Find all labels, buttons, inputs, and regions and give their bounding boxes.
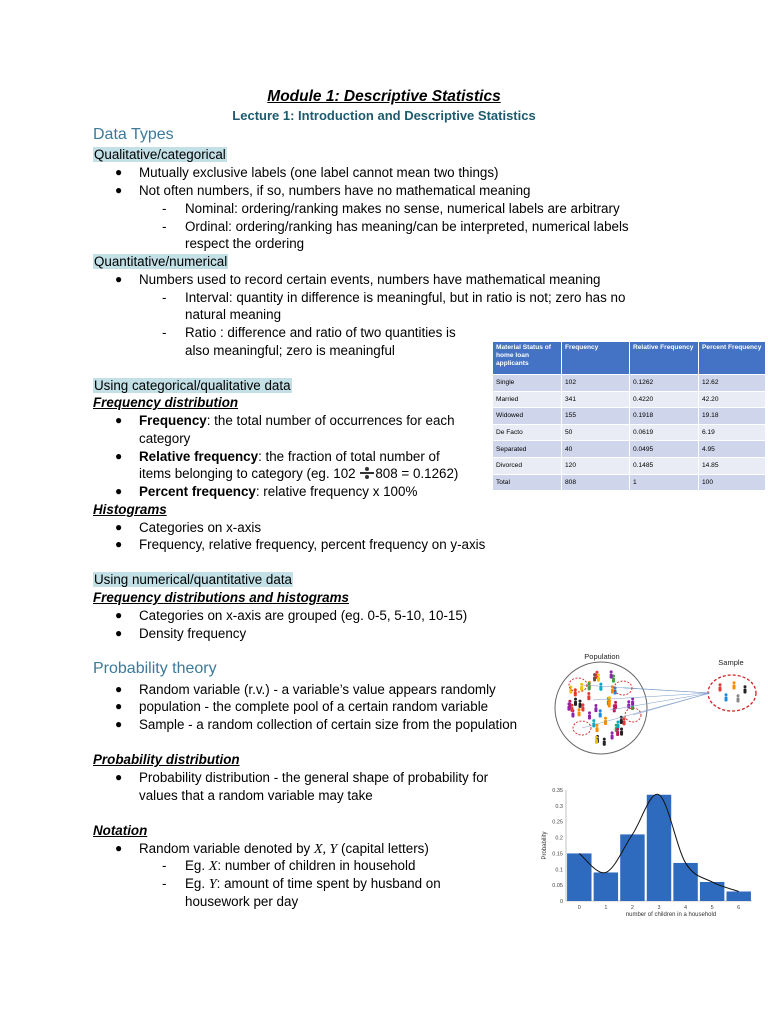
list-item: Sample - a random collection of certain size from the population <box>139 717 518 732</box>
table-cell: 0.1918 <box>630 408 699 425</box>
person-icon <box>574 698 577 706</box>
subheading-frequency-distributions-histograms: Frequency distributions and histograms <box>93 590 349 605</box>
list-item-continued: values that a random variable may take <box>139 788 373 803</box>
bar <box>620 834 644 901</box>
bullet-icon: ● <box>115 449 123 463</box>
person-icon <box>623 717 626 725</box>
table-header-cell: Percent Frequency <box>699 342 766 375</box>
person-icon <box>603 738 606 746</box>
person-icon <box>616 721 619 729</box>
categorical-label: Using categorical/qualitative data <box>94 378 291 393</box>
table-cell: 42.20 <box>699 391 766 408</box>
bar <box>567 853 591 901</box>
person-icon <box>567 702 570 710</box>
person-icon <box>744 685 747 693</box>
table-cell: Married <box>493 391 562 408</box>
list-item: Random variable (r.v.) - a variable’s value appears randomly <box>139 682 496 697</box>
list-item: Not often numbers, if so, numbers have no mathematical meaning <box>139 183 531 198</box>
y-axis-label: Probability <box>542 831 548 860</box>
bullet-icon: ● <box>115 520 123 534</box>
person-icon <box>737 694 740 702</box>
person-icon <box>579 700 582 708</box>
sample-circle <box>708 675 756 711</box>
table-cell: 120 <box>562 457 630 474</box>
y-tick-label: 0.15 <box>552 851 563 858</box>
x-tick-label: 3 <box>657 905 661 911</box>
bar <box>700 882 724 901</box>
bullet-icon: ● <box>115 413 123 427</box>
person-icon <box>599 709 602 717</box>
section-heading-data-types: Data Types <box>93 126 174 143</box>
list-item: Percent frequency: relative frequency x 100% <box>139 484 418 499</box>
list-item: Categories on x-axis <box>139 520 262 535</box>
division-icon <box>360 467 374 479</box>
population-label: Population <box>584 652 620 661</box>
x-tick-label: 0 <box>577 905 581 911</box>
person-icon <box>581 703 584 711</box>
y-tick-label: 0.3 <box>555 803 563 810</box>
list-item-continued: category <box>139 431 191 446</box>
list-item: Ordinal: ordering/ranking has meaning/can be interpreted, numerical labels <box>185 219 629 234</box>
list-item: population - the complete pool of a certain random variable <box>139 699 489 714</box>
section-heading-probability-theory: Probability theory <box>93 660 217 677</box>
y-tick-label: 0.1 <box>555 867 563 874</box>
table-cell: 102 <box>562 375 630 392</box>
y-tick-label: 0.25 <box>552 819 563 826</box>
person-icon <box>725 693 728 701</box>
bullet-icon: ● <box>115 272 123 286</box>
person-icon <box>570 704 573 712</box>
bar <box>726 891 750 901</box>
person-icon <box>578 708 581 716</box>
page-subtitle: Lecture 1: Introduction and Descriptive Statistics <box>232 108 536 123</box>
bullet-icon: ● <box>115 165 123 179</box>
person-icon <box>719 683 722 691</box>
dash-icon: - <box>162 219 167 234</box>
list-item-continued: respect the ordering <box>185 236 305 251</box>
person-icon <box>631 697 634 705</box>
person-icon <box>597 674 600 682</box>
table-cell: 0.1485 <box>630 457 699 474</box>
table-cell: 341 <box>562 391 630 408</box>
dash-icon: - <box>162 325 167 340</box>
bullet-icon: ● <box>115 484 123 498</box>
numerical-label: Using numerical/quantitative data <box>94 572 292 587</box>
table-cell: 1 <box>630 474 699 490</box>
table-cell: 808 <box>562 474 630 490</box>
list-item: Relative frequency: the fraction of total number of <box>139 449 440 464</box>
person-icon <box>596 724 599 732</box>
dash-icon: - <box>162 858 167 873</box>
person-icon <box>580 683 583 691</box>
bullet-icon: ● <box>115 717 123 731</box>
table-row <box>493 408 766 425</box>
bullet-icon: ● <box>115 682 123 696</box>
person-icon <box>616 728 619 736</box>
x-axis-label: number of children in a household <box>625 912 717 918</box>
y-tick-label: 0.35 <box>552 788 563 794</box>
quantitative-label: Quantitative/numerical <box>94 254 228 269</box>
list-item: Eg. X: number of children in household <box>185 858 416 874</box>
y-tick-label: 0.05 <box>552 883 563 890</box>
table-cell: 100 <box>699 474 766 490</box>
list-item-continued: items belonging to category (eg. 102 808 = 0.1262) <box>139 466 459 481</box>
person-icon <box>594 704 597 712</box>
table-header-row <box>493 342 766 375</box>
subheading-histograms: Histograms <box>93 502 167 517</box>
bullet-icon: ● <box>115 841 123 855</box>
table-cell: 4.95 <box>699 441 766 458</box>
dash-icon: - <box>162 201 167 216</box>
table-cell: 50 <box>562 424 630 441</box>
table-cell: 0.4220 <box>630 391 699 408</box>
chart-bars <box>567 795 751 901</box>
table-header-cell: Frequency <box>562 342 630 375</box>
person-icon <box>611 731 614 739</box>
x-tick-label: 2 <box>630 905 634 911</box>
dash-icon: - <box>162 876 167 891</box>
table-cell: 12.62 <box>699 375 766 392</box>
table-row <box>493 441 766 458</box>
table-cell: Widowed <box>493 408 562 425</box>
y-tick-label: 0 <box>559 899 563 905</box>
person-icon <box>599 683 602 691</box>
table-row <box>493 457 766 474</box>
table-cell: Separated <box>493 441 562 458</box>
person-icon <box>614 701 617 709</box>
table-cell: 0.1262 <box>630 375 699 392</box>
person-icon <box>587 692 590 700</box>
list-item: Probability distribution - the general shape of probability for <box>139 770 489 785</box>
person-icon <box>592 719 595 727</box>
x-tick-label: 4 <box>684 905 688 911</box>
person-icon <box>733 681 736 689</box>
list-item: Nominal: ordering/ranking makes no sense, numerical labels are arbitrary <box>185 201 620 216</box>
table-row <box>493 391 766 408</box>
table-cell: 40 <box>562 441 630 458</box>
table-row <box>493 474 766 490</box>
person-icon <box>604 717 607 725</box>
list-item: Interval: quantity in difference is meaningful, but in ratio is not; zero has no <box>185 290 626 305</box>
table-cell: 155 <box>562 408 630 425</box>
y-tick-label: 0.2 <box>555 835 563 842</box>
table-cell: 14.85 <box>699 457 766 474</box>
bullet-icon: ● <box>115 770 123 784</box>
frequency-table <box>493 342 766 490</box>
table-cell: 6.19 <box>699 424 766 441</box>
table-row <box>493 424 766 441</box>
person-icon <box>593 673 596 681</box>
person-icon <box>610 670 613 678</box>
list-item-continued: natural meaning <box>185 307 282 322</box>
bar <box>594 872 618 901</box>
list-item: Numbers used to record certain events, numbers have mathematical meaning <box>139 272 601 287</box>
dash-icon: - <box>162 290 167 305</box>
page-title: Module 1: Descriptive Statistics <box>267 88 501 105</box>
list-item: Random variable denoted by X, Y (capital letters) <box>139 841 429 857</box>
person-icon <box>608 699 611 707</box>
table-row <box>493 375 766 392</box>
table-cell: De Facto <box>493 424 562 441</box>
person-icon <box>620 727 623 735</box>
x-tick-label: 6 <box>737 905 741 911</box>
qualitative-label: Qualitative/categorical <box>94 147 226 162</box>
subheading-probability-distribution: Probability distribution <box>93 752 240 767</box>
table-cell: Total <box>493 474 562 490</box>
list-item-continued: also meaningful; zero is meaningful <box>185 343 395 358</box>
bullet-icon: ● <box>115 537 123 551</box>
bullet-icon: ● <box>115 699 123 713</box>
subheading-frequency-distribution: Frequency distribution <box>93 395 239 410</box>
x-tick-label: 5 <box>710 905 714 911</box>
list-item: Mutually exclusive labels (one label cannot mean two things) <box>139 165 499 180</box>
table-header-cell: Material Status of home loan applicants <box>493 342 562 375</box>
sample-label: Sample <box>718 658 744 667</box>
list-item: Frequency: the total number of occurrences for each <box>139 413 455 428</box>
list-item: Eg. Y: amount of time spent by husband on <box>185 876 441 892</box>
table-cell: 0.0619 <box>630 424 699 441</box>
person-icon <box>588 711 591 719</box>
list-item: Frequency, relative frequency, percent frequency on y-axis <box>139 537 486 552</box>
bullet-icon: ● <box>115 626 123 640</box>
subheading-notation: Notation <box>93 823 148 838</box>
table-cell: 19.18 <box>699 408 766 425</box>
table-cell: Single <box>493 375 562 392</box>
table-cell: 0.0495 <box>630 441 699 458</box>
bullet-icon: ● <box>115 608 123 622</box>
person-icon <box>611 685 614 693</box>
table-cell: Divorced <box>493 457 562 474</box>
person-icon <box>588 682 591 690</box>
list-item: Density frequency <box>139 626 247 641</box>
bullet-icon: ● <box>115 183 123 197</box>
x-tick-label: 1 <box>604 905 608 911</box>
list-item-continued: housework per day <box>185 894 299 909</box>
population-sample-diagram <box>548 650 766 758</box>
list-item: Categories on x-axis are grouped (eg. 0-5, 5-10, 10-15) <box>139 608 468 623</box>
probability-distribution-chart <box>538 780 756 920</box>
table-header-cell: Relative Frequency <box>630 342 699 375</box>
bar <box>673 863 697 901</box>
person-icon <box>595 736 598 744</box>
list-item: Ratio : difference and ratio of two quantities is <box>185 325 456 340</box>
